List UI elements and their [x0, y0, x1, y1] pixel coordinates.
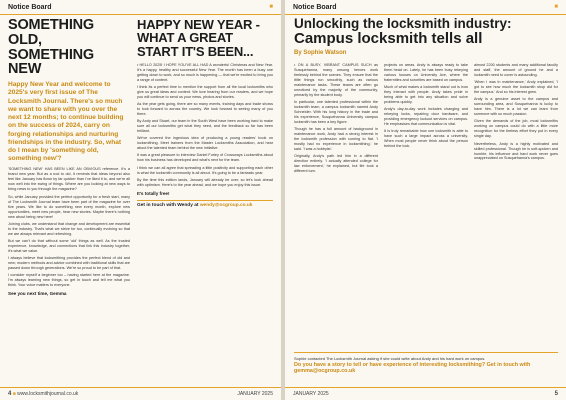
paragraph: It is truly remarkable how one locksmith is able to have such a large impact across a university. When most people never think about the person behind the lock.: [384, 129, 468, 149]
paragraph: I always believe that locksmithing provides the perfect blend of old and new; modern methods and advice combined with traditional skills that are passed down through generations. We're so proud to be part of that.: [8, 255, 130, 270]
editorial-headline: SOMETHING OLD, SOMETHING NEW: [8, 17, 95, 78]
left-page: [0, 0, 281, 400]
paragraph: Much of what makes a locksmith stand out is how they interact with people. Andy takes pride in being able to get into any situation and solve problems quickly.: [384, 85, 468, 105]
paragraph: Given the demands of the job, most locksmiths working on campus could do with a little more recognition for the tireless effort they put in every single day.: [474, 119, 558, 139]
paragraph: So, while January provided the perfect opportunity for a fresh start, many of The Locksmith Journal team have been part of the magazine for over five years. We like to do something new every month, explore new opportunities, meet new people, hear new stories. Maybe there's nothing new about being new here!: [8, 194, 130, 219]
paragraph: Nevertheless, Andy is a highly motivated and skilled professional. Though he is soft-spoken and humble, his influence and hard work never goes unappreciated on Susquehanna's campus.: [474, 141, 558, 161]
right-page: [285, 0, 566, 400]
paragraph: Joining clubs, we understand that change and development are essential to the industry. That's what we strive for too, continually evolving so that we are always relevant and refreshing.: [8, 221, 130, 236]
paragraph: Andy's day-to-day work includes changing and rekeying locks, repairing door hardware, and providing emergency lockout services on campus. He emphasises that communication is vital.: [384, 107, 468, 127]
paragraph: projects on areas. Andy is always ready to take them head on. Lately, he has been busy rekeying various houses on University Ave, where the fraternities and sororities are based on campus.: [384, 63, 468, 82]
paragraph: We've covered the ingenious idea of producing a young readers' book on locksmithing. Meet trainers from the Master Locksmiths Association, and hear about the talented team behind the new initiative.: [137, 136, 273, 151]
paragraph: • HELLO 2025! I HOPE YOU'VE ALL HAD A wonderful Christmas and New Year. It's a happy, healthy and successful New Year. The month has been a busy one getting down to work, and so much is happening — that we're excited to bring you a range of content.: [137, 62, 273, 82]
paragraph: As the year gets going, there are so many events, training days and trade shows to look forward to across the country. We look forward to seeing many of you there.: [137, 102, 273, 116]
newyear-signoff: It's totally free!: [137, 190, 170, 196]
page-header: [0, 0, 281, 15]
paragraph: But we can't do that without some 'old' things as well. As the trusted experience, knowledge, and connections that link this industry together, it's what we value.: [8, 238, 130, 253]
callout-box: [294, 352, 558, 375]
header-accent-icon: ■: [554, 4, 558, 10]
contact-line: [137, 203, 273, 208]
contact-prefix: Get in touch with Wendy at: [137, 202, 199, 208]
section-label: Notice Board: [8, 3, 52, 11]
page-header: [285, 0, 566, 15]
paragraph: Andy is a genuine asset to the campus and surrounding area, and Susquehanna is lucky to have him. There is a lot we can learn from someone with so much passion.: [474, 97, 558, 117]
paragraph: Though he has a full amount of background in maintenance work, Andy had a strong interest in the locksmith profession with coming to flat. 'I mostly had no experience in locksmithing,' he said. 'I was a hobbyist.': [294, 127, 378, 152]
page-number: 5: [554, 391, 558, 397]
article-columns: [294, 63, 558, 176]
newyear-column: [137, 18, 273, 208]
paragraph: almost 2200 students and many additional faculty and staff, the amount of ground he and a locksmith need to cover is astounding.: [474, 63, 558, 77]
editorial-body: [8, 167, 130, 288]
paragraph: It was a great pleasure to interview Daniel Furley of Crossways Locksmiths about how his business has developed and what's next for the team.: [137, 153, 273, 163]
paragraph: • ON A BUSY, VIBRANT CAMPUS SUCH as Susquehanna, many unsung heroes work tirelessly behind the scenes. They ensure that the little things run smoothly, such as various maintenance tasks. These teams are often go unnoticed by the majority of the community, primarily by the student body.: [294, 63, 378, 97]
callout-cta: [294, 362, 558, 375]
paragraph: By the time this edition lands, January will already be over, so let's look ahead with optimism. Here's to the year ahead, and we hope you enjoy this issue.: [137, 177, 273, 187]
footer-site: www.locksmithjournal.co.uk: [17, 391, 79, 397]
paragraph: I consider myself a beginner too – having started here at the magazine. I'm always learning new things, so get in touch and tell me what you think. Your voice matters to everyone.: [8, 273, 130, 288]
footer-accent-icon: ■: [12, 391, 18, 397]
article-title-block: [294, 17, 558, 56]
article-byline: By Sophie Watson: [294, 49, 347, 56]
callout-note: Sophie contacted The Locksmith Journal asking if she could write about Andy and his hard work on campus.: [294, 356, 486, 361]
article-column-1: [294, 63, 378, 176]
header-accent-icon: ■: [269, 4, 273, 10]
paragraph: I think we can all agree that spreading a little positivity and supporting each other is what the locksmith community is all about. It's going to be a fantastic year.: [137, 165, 273, 175]
article-title-line1: Unlocking the locksmith industry:: [294, 16, 512, 31]
paragraph: I think its a perfect time to mention the support from all the local locksmiths who give us great ideas and content. We love hearing from our readers, and we hope you will continue to send us your news, photos and stories.: [137, 84, 273, 99]
footer-left: [8, 391, 78, 397]
newyear-body: [137, 63, 273, 188]
article-column-2: [384, 63, 468, 176]
page-number: 4: [8, 391, 12, 397]
contact-email-link[interactable]: wendy@ocgroup.co.uk: [199, 202, 253, 208]
section-label: Notice Board: [293, 3, 337, 11]
editorial-column: [8, 18, 130, 296]
editor-signoff: See you next time, Gemma: [8, 291, 67, 297]
paragraph: 'When I was in maintenance,' Andy explained, 'I got to see how much the locksmith shop did for the campus.' And so his interest grew.: [474, 80, 558, 95]
editorial-intro: Happy New Year and welcome to 2025's very first issue of The Locksmith Journal. There's so much we want to share with you over the next 12 months; to continue building on the success of 2024, carry on forging relationships and nurturing friendships in the industry. So, what do I mean by 'something old, something new'?: [8, 81, 124, 163]
footer-date: JANUARY 2025: [293, 391, 329, 397]
page-footer: [285, 387, 566, 400]
divider: [137, 200, 273, 201]
page-footer: [0, 387, 281, 400]
footer-date: JANUARY 2025: [237, 391, 273, 397]
paragraph: By Andy and Stuart, our team in the South West have been working hard to make sure all our locksmiths get what they need, and the feedback so far has been brilliant.: [137, 119, 273, 134]
newyear-headline: HAPPY NEW YEAR - WHAT A GREAT START IT'S BEEN...: [137, 17, 260, 59]
callout-email-link[interactable]: gemma@ocgroup.co.uk: [294, 368, 356, 375]
article-title-line2: Campus locksmith tells all: [294, 30, 483, 48]
paragraph: Originally, Andy's path led him in a different direction entirely. 'I actually attended college for law enforcement,' he explained, but life took a different turn.: [294, 154, 378, 174]
article-column-3: [474, 63, 558, 176]
paragraph: In particular, one talented professional within the locksmith team, a campus locksmith named Andy Schneider. With his long history in the trade and his experience, Susquehanna University campus locksmith has been a key figure.: [294, 100, 378, 125]
paragraph: 'SOMETHING NEW' HAS BEEN LIKE AN OBVIOUS reference. It's a brand new year. But as a nod to old, it reminds that ideas beyond also feel like January has flown by far quicker than I've liked it to, and we're all now well into the swing of things. Where are you looking at new ways to bring news to you through the magazine?: [8, 167, 130, 192]
callout-cta-text: Do you have a story to tell or have experience of interesting locksmithing? Get in touch with: [294, 362, 531, 368]
